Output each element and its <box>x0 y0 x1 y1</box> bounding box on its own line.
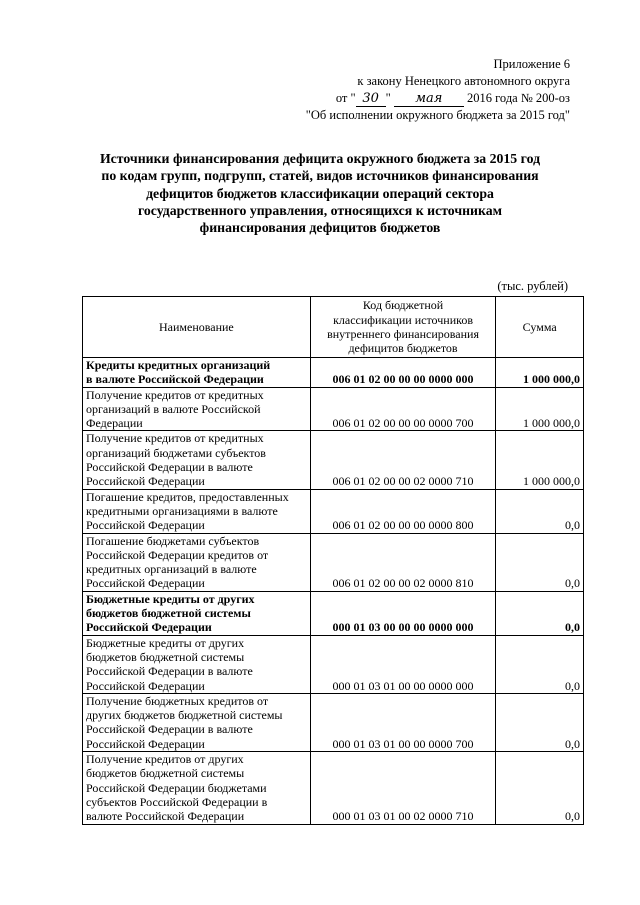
row-name-line: Погашение кредитов, предоставленных <box>86 489 289 504</box>
header-sum: Сумма <box>496 297 584 358</box>
date-year-number: 2016 года № 200-оз <box>466 91 570 105</box>
row-name-line: бюджетов бюджетной системы <box>86 649 245 664</box>
row-sum: 1 000 000,0 <box>496 358 584 388</box>
row-name <box>83 752 311 824</box>
appendix-law-ref: к закону Ненецкого автономного округа <box>357 74 570 88</box>
header-code-line: Код бюджетной <box>362 298 444 313</box>
row-name <box>83 358 311 388</box>
row-name-line: Российской Федерации <box>86 474 205 489</box>
row-name-line: Российской Федерации <box>86 576 205 591</box>
row-sum: 0,0 <box>496 693 584 751</box>
row-code: 006 01 02 00 00 00 0000 700 <box>310 387 496 431</box>
row-name <box>83 591 311 635</box>
row-name <box>83 431 311 489</box>
table-row <box>83 431 584 489</box>
row-name-line: Российской Федерации бюджетами <box>86 780 267 795</box>
row-code: 006 01 02 00 00 02 0000 710 <box>310 431 496 489</box>
row-name-line: других бюджетов бюджетной системы <box>86 708 283 723</box>
row-name <box>83 489 311 533</box>
row-code: 000 01 03 01 00 00 0000 700 <box>310 693 496 751</box>
handwritten-month: мая <box>394 92 464 107</box>
row-name-line: Получение кредитов от кредитных <box>86 387 264 402</box>
row-name-line: Бюджетные кредиты от других <box>86 591 255 606</box>
title-line: государственного управления, относящихся к источникам <box>137 202 503 218</box>
row-name-line: Российской Федерации в валюте <box>86 664 253 679</box>
row-name-line: бюджетов бюджетной системы <box>86 766 245 781</box>
row-name-line: кредитными организациями в валюте <box>86 503 278 518</box>
row-code: 006 01 02 00 00 02 0000 810 <box>310 533 496 591</box>
title-line: дефицитов бюджетов классификации операций сектора <box>146 185 494 201</box>
title-line: по кодам групп, подгрупп, статей, видов источников финансирования <box>101 168 539 184</box>
appendix-date-line <box>250 90 570 107</box>
row-name-line: в валюте Российской Федерации <box>86 372 264 387</box>
row-name-line: Российской Федерации <box>86 736 205 751</box>
header-code <box>310 297 496 358</box>
table-row <box>83 752 584 824</box>
appendix-law-title: "Об исполнении окружного бюджета за 2015 год" <box>305 108 570 122</box>
row-name-line: Федерации <box>86 416 143 431</box>
row-sum: 0,0 <box>496 533 584 591</box>
unit-label: (тыс. рублей) <box>497 279 568 293</box>
header-code-line: внутреннего финансирования <box>327 327 479 341</box>
table-row <box>83 358 584 388</box>
row-code: 000 01 03 01 00 02 0000 710 <box>310 752 496 824</box>
table-row <box>83 489 584 533</box>
table-row <box>83 693 584 751</box>
table-row <box>83 591 584 635</box>
row-code: 006 01 02 00 00 00 0000 000 <box>310 358 496 388</box>
date-prefix: от " <box>335 91 356 105</box>
row-code: 000 01 03 00 00 00 0000 000 <box>310 591 496 635</box>
table-row <box>83 533 584 591</box>
row-name-line: валюте Российской Федерации <box>86 809 245 824</box>
title-line: финансирования дефицитов бюджетов <box>199 220 441 236</box>
table-row <box>83 635 584 693</box>
row-name <box>83 387 311 431</box>
row-name-line: организаций в валюте Российской <box>86 401 261 416</box>
row-name-line: организаций бюджетами субъектов <box>86 445 266 460</box>
row-name-line: кредитных организаций в валюте <box>86 562 257 577</box>
row-name-line: Российской Федерации <box>86 678 205 693</box>
row-name-line: Получение кредитов от других <box>86 752 244 767</box>
row-name-line: субъектов Российской Федерации в <box>86 794 268 809</box>
row-code: 000 01 03 01 00 00 0000 000 <box>310 635 496 693</box>
date-mid-quote: " <box>385 91 391 105</box>
row-name-line: Бюджетные кредиты от других <box>86 635 245 650</box>
handwritten-day: 30 <box>356 92 386 107</box>
row-code: 006 01 02 00 00 00 0000 800 <box>310 489 496 533</box>
row-name <box>83 533 311 591</box>
row-sum: 0,0 <box>496 635 584 693</box>
row-name-line: Кредиты кредитных организаций <box>86 358 271 372</box>
row-name-line: Погашение бюджетами субъектов <box>86 533 260 548</box>
row-name-line: Получение бюджетных кредитов от <box>86 693 269 708</box>
row-name <box>83 635 311 693</box>
row-sum: 1 000 000,0 <box>496 387 584 431</box>
header-code-line: классификации источников <box>333 312 474 327</box>
sources-table <box>82 296 584 825</box>
header-name: Наименование <box>83 297 311 358</box>
row-sum: 0,0 <box>496 752 584 824</box>
row-sum: 0,0 <box>496 591 584 635</box>
row-name-line: Российской Федерации в валюте <box>86 722 253 737</box>
row-name-line: Российской Федерации в валюте <box>86 460 253 475</box>
row-sum: 0,0 <box>496 489 584 533</box>
title-line: Источники финансирования дефицита окружного бюджета за 2015 год <box>99 151 541 166</box>
appendix-block <box>250 56 570 124</box>
row-name-line: Российской Федерации <box>86 518 205 533</box>
row-sum: 1 000 000,0 <box>496 431 584 489</box>
row-name-line: Получение кредитов от кредитных <box>86 431 264 446</box>
table-header-row <box>83 297 584 358</box>
table-row <box>83 387 584 431</box>
appendix-number: Приложение 6 <box>493 57 570 71</box>
row-name-line: Российской Федерации кредитов от <box>86 547 269 562</box>
document-title <box>70 150 570 236</box>
row-name <box>83 693 311 751</box>
row-name-line: бюджетов бюджетной системы <box>86 606 251 621</box>
header-code-line: дефицитов бюджетов <box>348 341 458 356</box>
row-name-line: Российской Федерации <box>86 620 212 635</box>
